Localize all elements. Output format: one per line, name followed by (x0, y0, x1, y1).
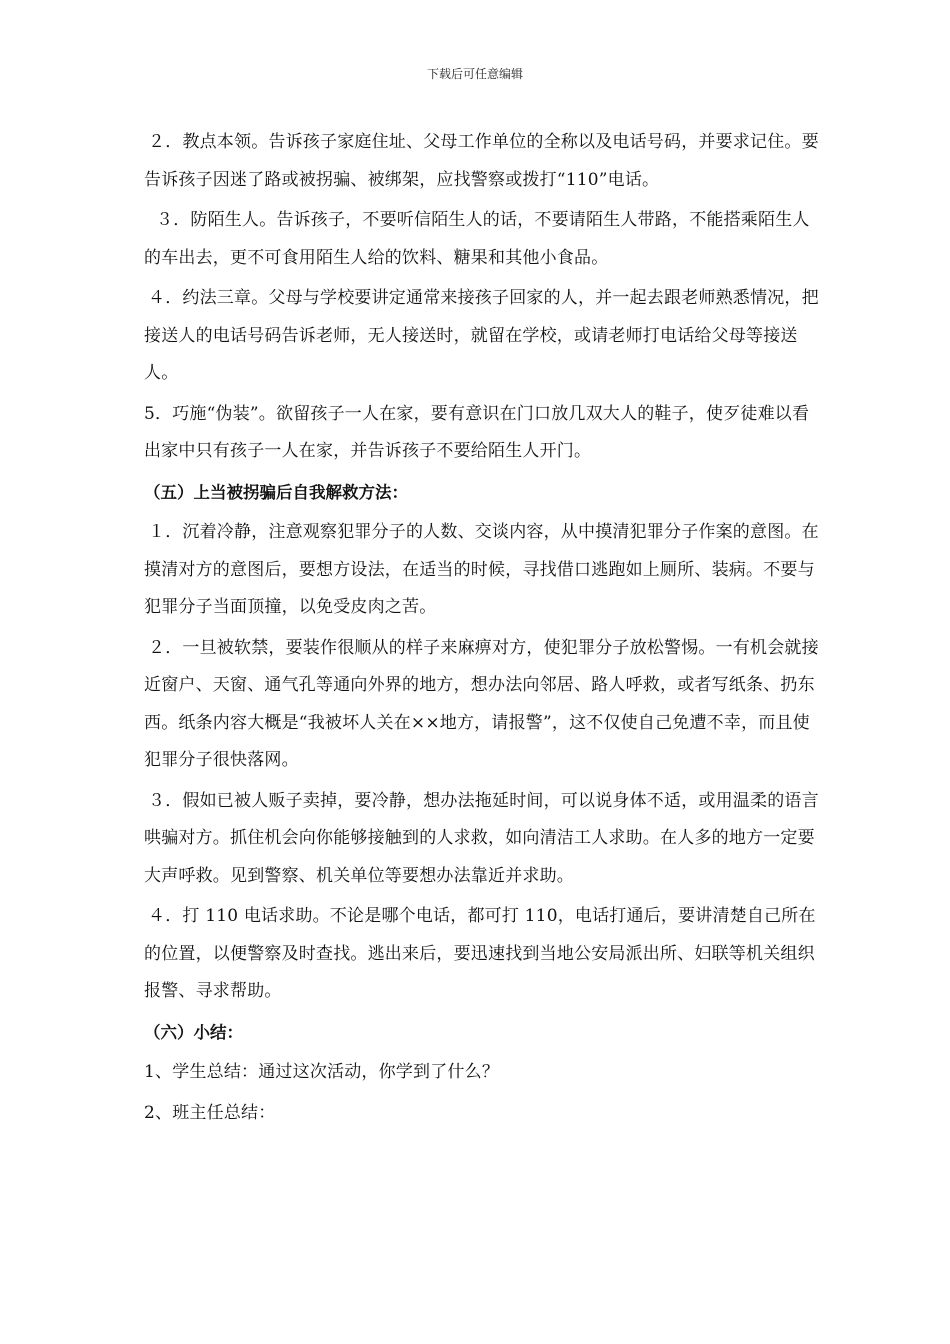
paragraph-confinement: ２．一旦被软禁，要装作很顺从的样子来麻痹对方，使犯罪分子放松警惕。一有机会就接近窗户、天窗、通气孔等通向外界的地方，想办法向邻居、路人呼救，或者写纸条、扔东西。纸条内容大概是“我被坏人关在××地方，请报警”，这不仅使自己免遭不幸，而且使犯罪分子很快落网。 (144, 637, 819, 770)
summary-item-students: 1、学生总结：通过这次活动，你学到了什么？ (144, 1062, 500, 1082)
paragraph-disguise: 5．巧施“伪装”。欲留孩子一人在家，要有意识在门口放几双大人的鞋子，使歹徒难以看出家中只有孩子一人在家，并告诉孩子不要给陌生人开门。 (144, 403, 810, 461)
paragraph-teach-skills: ２．教点本领。告诉孩子家庭住址、父母工作单位的全称以及电话号码，并要求记住。要告诉孩子因迷了路或被拐骗、被绑架，应找警察或拨打“110”电话。 (144, 132, 819, 190)
summary-item-teacher: 2、班主任总结： (144, 1102, 276, 1123)
paragraph-stranger-danger: ３．防陌生人。告诉孩子，不要听信陌生人的话，不要请陌生人带路，不能搭乘陌生人的车出去，更不可食用陌生人给的饮料、糖果和其他小食品。 (144, 210, 810, 268)
paragraph-call-110: ４．打 110 电话求助。不论是哪个电话，都可打 110，电话打通后，要讲清楚自己所在的位置，以便警察及时查找。逃出来后，要迅速找到当地公安局派出所、妇联等机关组织报警、寻求帮助。 (144, 906, 816, 1001)
paragraph-trafficked: ３．假如已被人贩子卖掉，要冷静，想办法拖延时间，可以说身体不适，或用温柔的语言哄骗对方。抓住机会向你能够接触到的人求救，如向清洁工人求助。在人多的地方一定要大声呼救。见到警察、机关单位等要想办法靠近并求助。 (144, 790, 819, 886)
document-body (144, 124, 824, 1135)
section-heading-summary: （六）小结： (144, 1022, 243, 1042)
section-heading-self-rescue: （五）上当被拐骗后自我解救方法： (144, 482, 408, 502)
paragraph-rules-agreement: ４．约法三章。父母与学校要讲定通常来接孩子回家的人，并一起去跟老师熟悉情况，把接送人的电话号码告诉老师，无人接送时，就留在学校，或请老师打电话给父母等接送人。 (144, 288, 819, 383)
paragraph-stay-calm: １．沉着冷静，注意观察犯罪分子的人数、交谈内容，从中摸清犯罪分子作案的意图。在摸清对方的意图后，要想方设法，在适当的时候，寻找借口逃跑如上厕所、装病。不要与犯罪分子当面顶撞，以免受皮肉之苦。 (144, 522, 819, 617)
page-header: 下载后可任意编辑 (426, 67, 523, 81)
